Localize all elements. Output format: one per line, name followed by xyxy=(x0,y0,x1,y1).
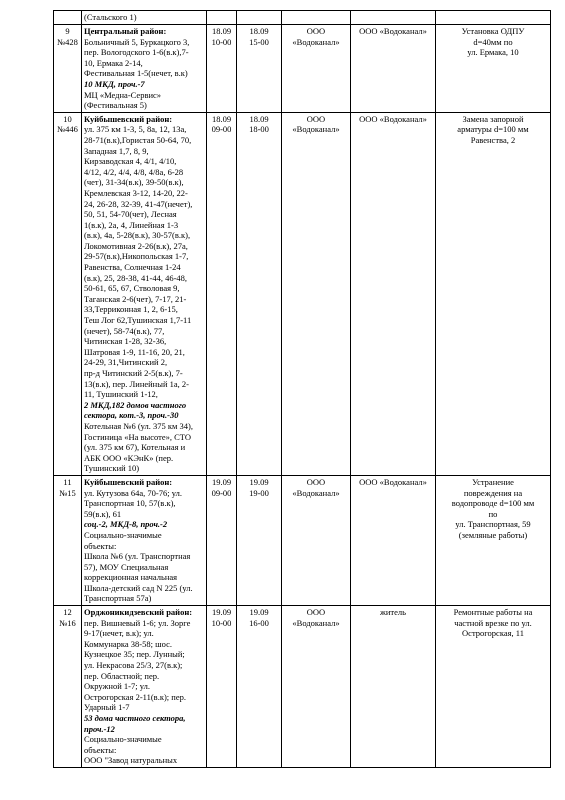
executor-cell: ООО «Водоканал» xyxy=(282,475,351,605)
extra-line: Гостиница «На высоте», СТО xyxy=(84,431,192,442)
work-cell xyxy=(436,606,551,768)
end-cell xyxy=(237,475,282,605)
extra-line: АБК ООО «КЭнК» (пер. xyxy=(84,452,174,463)
start-date: 19.09 xyxy=(211,607,232,618)
address-line: пр-д Читинский 2-5(в.к), 7- xyxy=(84,368,183,378)
summary-line: 2 МКД,182 домов частного xyxy=(84,399,187,410)
extra-line: Школа-детский сад N 225 (ул. xyxy=(84,582,193,593)
extra-line: МЦ «Медна-Сервис» xyxy=(84,89,162,100)
address-line: Кремлевская 3-12, 14-20, 22- xyxy=(84,187,188,198)
work-line: Равенства, 2 xyxy=(470,134,516,145)
address-line: 50-61, 65, 67, Стволовая 9, xyxy=(84,283,180,294)
address-line: (в.к), 4а, 5-28(в.к), 30-57(в.к), xyxy=(84,230,191,241)
order-number: №428 xyxy=(57,36,78,47)
address-line: пер. Областной; пер. xyxy=(84,670,160,681)
start-date: 19.09 xyxy=(211,476,232,487)
work-line: Ремонтные работы на xyxy=(453,607,533,618)
address-line: Локомотивная 2-26(в.к), 27а, xyxy=(84,240,188,251)
address-line: 10, Ермака 2-14, xyxy=(84,57,143,68)
address-line: ул. 375 км 1-3, 5, 8а, 12, 13а, xyxy=(84,124,187,135)
address-line: ул. Некрасова 25/3, 27(в.к); xyxy=(84,660,183,671)
end-cell xyxy=(237,606,282,768)
start-time: 09-00 xyxy=(211,124,232,135)
address-line: Теш Лог 62,Тушинская 1,7-11 xyxy=(84,315,192,326)
address-cell xyxy=(82,606,207,768)
address-line: 50, 51, 54-70(чет), Лесная xyxy=(84,209,177,220)
start-date: 18.09 xyxy=(211,26,232,36)
address-line: пер. Вологодского 1-6(в.к),7- xyxy=(84,47,189,58)
work-cell xyxy=(436,112,551,475)
order-number: №15 xyxy=(59,487,76,498)
extra-line: Тушинский 10) xyxy=(84,463,140,474)
start-time: 09-00 xyxy=(211,487,232,498)
work-line: ул. Ермака, 10 xyxy=(467,47,519,58)
end-date: 18.09 xyxy=(249,26,269,36)
owner-cell: житель xyxy=(351,606,436,768)
owner-cell: ООО «Водоканал» xyxy=(351,112,436,475)
address-line: 33,Терриконная 1, 2, 6-15, xyxy=(84,304,178,315)
table-row xyxy=(54,475,551,605)
owner-cell: ООО «Водоканал» xyxy=(351,475,436,605)
work-line: арматуры d=100 мм xyxy=(457,124,529,135)
address-line: Таганская 2-6(чет), 7-17, 21- xyxy=(84,293,187,304)
work-line: по xyxy=(488,508,498,519)
address-line: Транспортная 10, 57(в.к), xyxy=(84,498,176,509)
address-line: Ударный 1-7 xyxy=(84,702,130,713)
order-number: №16 xyxy=(59,617,76,628)
address-line: Острогорская 2-11(в.к); пер. xyxy=(84,691,186,702)
work-line: частной врезке по ул. xyxy=(454,617,532,628)
start-time: 10-00 xyxy=(211,617,232,628)
work-line: Замена запорной xyxy=(462,113,524,124)
end-time: 18-00 xyxy=(249,124,269,135)
extra-line: коррекционная начальная xyxy=(84,572,178,583)
address-line: Равенства, Солнечная 1-24 xyxy=(84,262,181,273)
summary-line: сектора, кот.-3, проч.-30 xyxy=(84,410,179,421)
address-line: 29-57(в.к),Никопольская 1-7, xyxy=(84,251,189,262)
order-number: №446 xyxy=(57,124,78,135)
work-line: Установка ОДПУ xyxy=(461,26,525,36)
extra-line: (ул. 375 км 67), Котельная и xyxy=(84,442,186,453)
district-name: Куйбышевский район: xyxy=(84,113,173,124)
extra-line: объекты: xyxy=(84,744,117,755)
table-row xyxy=(54,112,551,475)
work-line: ул. Транспортная, 59 xyxy=(455,519,531,530)
address-line: 59(в.к), 61 xyxy=(84,508,122,519)
end-date: 19.09 xyxy=(249,607,269,618)
address-line: 9-17(нечет, в.к); ул. xyxy=(84,628,154,639)
work-cell xyxy=(436,25,551,113)
address-line: 11, Тушинский 1-12, xyxy=(84,389,158,400)
district-name: Центральный район: xyxy=(84,26,167,36)
summary-line: 53 дома частного сектора, xyxy=(84,713,186,723)
row-number-cell xyxy=(54,606,82,768)
extra-line: Социально-значимые xyxy=(84,529,162,540)
end-time: 19-00 xyxy=(249,487,269,498)
start-cell xyxy=(207,475,237,605)
row-number: 9 xyxy=(65,26,70,36)
extra-line: Социально-значимые xyxy=(84,734,162,745)
address-line: (в.к), 25, 28-38, 41-44, 46-48, xyxy=(84,272,188,283)
work-line: Острогорская, 11 xyxy=(462,628,524,639)
end-cell xyxy=(237,112,282,475)
owner-cell: ООО «Водоканал» xyxy=(351,25,436,113)
extra-line: 57), МОУ Специальная xyxy=(84,561,169,572)
address-line: (чет), 31-34(в.к), 39-50(в.к), xyxy=(84,177,184,188)
address-line: 24, 26-28, 32-39, 41-47(нечет), xyxy=(84,198,193,209)
summary-line: 10 МКД, проч.-7 xyxy=(84,78,145,89)
address-cell xyxy=(82,112,207,475)
work-cell xyxy=(436,475,551,605)
address-line: Больничный 5, Буркацкого 3, xyxy=(84,36,190,47)
address-line: ул. Кутузова 64а, 70-76; ул. xyxy=(84,487,182,498)
work-line: повреждения на xyxy=(463,487,523,498)
address-line: 13(в.к), пер. Линейный 1а, 2- xyxy=(84,378,189,389)
row-number-cell xyxy=(54,112,82,475)
table-row-fragment xyxy=(54,11,551,25)
row-number-cell xyxy=(54,25,82,113)
extra-line: Школа №6 (ул. Транспортная xyxy=(84,551,191,562)
district-name: Куйбышевский район: xyxy=(84,476,173,487)
executor-cell: ООО «Водоканал» xyxy=(282,606,351,768)
start-cell xyxy=(207,112,237,475)
address-line: Шатровая 1-9, 11-16, 20, 21, xyxy=(84,346,185,357)
work-line: водопроводе d=100 мм xyxy=(451,498,535,509)
address-line: 28-71(в.к),Гористая 50-64, 70, xyxy=(84,134,192,145)
table-row xyxy=(54,25,551,113)
address-line: (нечет), 58-74(в.к), 77, xyxy=(84,325,165,336)
start-time: 10-00 xyxy=(211,36,232,47)
address-line: Читинская 1-28, 32-36, xyxy=(84,336,167,347)
work-line: Устранение xyxy=(472,476,514,487)
extra-line: (Фестивальная 5) xyxy=(84,100,147,111)
start-date: 18.09 xyxy=(211,113,232,124)
address-line: Коммунарка 38-58; шос. xyxy=(84,638,173,649)
start-cell xyxy=(207,25,237,113)
end-time: 15-00 xyxy=(249,36,269,47)
district-name: Орджоникидзевский район: xyxy=(84,607,193,618)
row-number: 10 xyxy=(63,113,72,124)
address-line: Западная 1,7, 8, 9, xyxy=(84,145,149,156)
executor-cell: ООО «Водоканал» xyxy=(282,25,351,113)
address-line: Кирзаводская 4, 4/1, 4/10, xyxy=(84,156,177,167)
address-line: 4/12, 4/2, 4/4, 4/8, 4/8а, 6-28 xyxy=(84,166,184,177)
table-row xyxy=(54,606,551,768)
address-fragment: (Стальского 1) xyxy=(82,11,207,25)
end-date: 18.09 xyxy=(249,113,269,124)
row-number-cell xyxy=(54,475,82,605)
row-number: 12 xyxy=(63,607,72,618)
end-time: 16-00 xyxy=(249,617,269,628)
address-line: Окружной 1-7; ул. xyxy=(84,681,150,692)
outage-schedule-table xyxy=(53,10,551,768)
address-line: 1(в.к), 2а, 4, Линейная 1-3 xyxy=(84,219,179,230)
address-line: Кузнецкое 35; пер. Лунный; xyxy=(84,649,185,660)
row-number: 11 xyxy=(63,476,72,487)
extra-line: ООО "Завод натуральных xyxy=(84,755,178,766)
extra-line: Транспортная 57а) xyxy=(84,593,152,604)
end-date: 19.09 xyxy=(249,476,269,487)
address-cell xyxy=(82,25,207,113)
start-cell xyxy=(207,606,237,768)
address-line: Фестивальная 1-5(нечет, в.к) xyxy=(84,68,188,79)
address-cell xyxy=(82,475,207,605)
summary-line: проч.-12 xyxy=(84,723,115,734)
address-line: 24-29, 31,Читинский 2, xyxy=(84,357,168,368)
summary-line: соц.-2, МКД-8, проч.-2 xyxy=(84,519,168,530)
executor-cell: ООО «Водоканал» xyxy=(282,112,351,475)
work-line: d=40мм по xyxy=(473,36,513,47)
extra-line: объекты: xyxy=(84,540,117,551)
end-cell xyxy=(237,25,282,113)
extra-line: Котельная №6 (ул. 375 км 34), xyxy=(84,420,193,431)
address-line: пер. Вишневый 1-6; ул. Зорге xyxy=(84,617,191,628)
work-line: (земляные работы) xyxy=(458,529,528,540)
